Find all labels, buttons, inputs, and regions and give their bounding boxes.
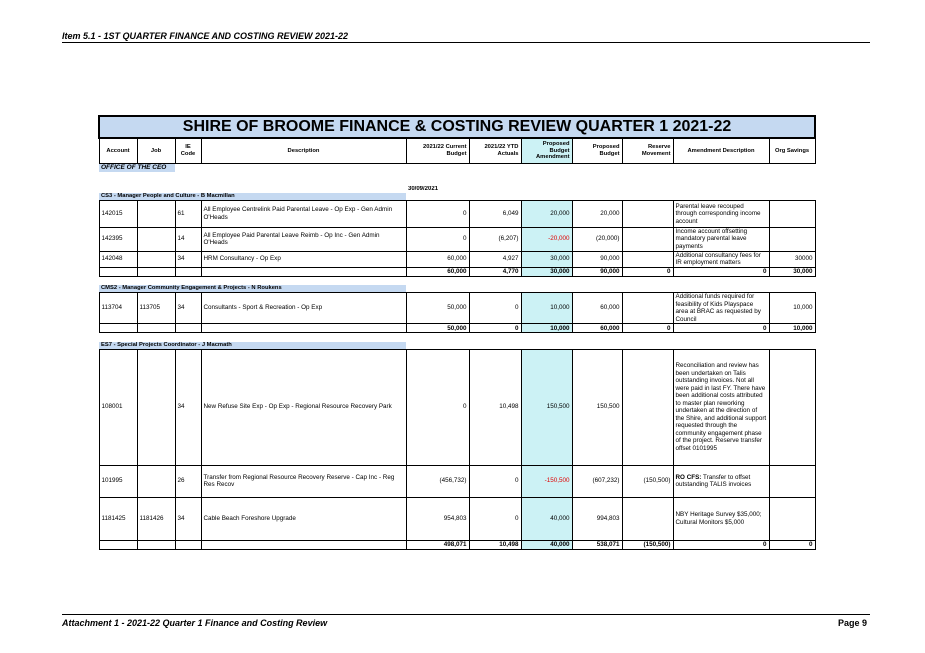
- footer-attachment: Attachment 1 - 2021-22 Quarter 1 Finance and Costing Review: [62, 618, 328, 628]
- current-budget-cell: 50,000: [406, 293, 469, 324]
- col-reserve-movement: Reserve Movement: [622, 138, 673, 164]
- col-account: Account: [99, 138, 137, 164]
- total-reserve-movement: (150,500): [622, 540, 673, 549]
- proposed-amendment-cell: 30,000: [521, 251, 572, 267]
- table-row: [99, 497, 815, 540]
- amendment-description-cell: [673, 200, 769, 227]
- current-budget-cell: 60,000: [406, 251, 469, 267]
- account-cell: 108001: [99, 349, 137, 465]
- current-budget-cell: 954,803: [406, 497, 469, 540]
- ie-code-cell: 34: [175, 349, 201, 465]
- proposed-amendment-cell: -150,500: [521, 465, 572, 497]
- description-cell: Cable Beach Foreshore Upgrade: [201, 497, 406, 540]
- total-proposed-amendment: 30,000: [521, 267, 572, 276]
- total-amendment-description: 0: [673, 540, 769, 549]
- description-cell: All Employee Paid Parental Leave Reimb - Op Inc - Gen Admin O'Heads: [201, 227, 406, 251]
- amendment-description-cell: [673, 293, 769, 324]
- col-proposed-amendment: Proposed Budget Amendment: [521, 138, 572, 164]
- col-org-savings: Org Savings: [769, 138, 815, 164]
- amendment-description-text: Reconciliation and review has been undertaken on Talis outstanding invoices. Not all were paid in last FY. There have been additional costs attributed to master plan reworking undertaken at the direction of the Shire, and additional support requested through the community engagement phase of the project. Reserve transfer offset 0101995: [675, 361, 767, 452]
- ytd-actuals-cell: 6,049: [469, 200, 521, 227]
- job-cell: [137, 465, 175, 497]
- account-cell: 113704: [99, 293, 137, 324]
- col-amendment-description: Amendment Description: [673, 138, 769, 164]
- ytd-actuals-cell: (6,207): [469, 227, 521, 251]
- amendment-description-cell: [673, 227, 769, 251]
- groups-body: [99, 193, 815, 549]
- org-savings-cell: [769, 349, 815, 465]
- table-row: [99, 293, 815, 324]
- group-name: CS3 - Manager People and Culture - B Macmillan: [99, 193, 406, 200]
- amendment-description-text: Income account offsetting mandatory parental leave payments: [675, 227, 748, 251]
- total-amendment-description: 0: [673, 324, 769, 333]
- total-amendment-description: 0: [673, 267, 769, 276]
- total-org-savings: 30,000: [769, 267, 815, 276]
- current-budget-cell: (456,732): [406, 465, 469, 497]
- col-current-budget: 2021/22 Current Budget: [406, 138, 469, 164]
- group-header-row: [99, 342, 815, 349]
- job-cell: 113705: [137, 293, 175, 324]
- group-total-row: [99, 540, 815, 549]
- amendment-description-text: Transfer to offset outstanding TALIS invoices: [675, 473, 752, 489]
- total-org-savings: 10,000: [769, 324, 815, 333]
- proposed-budget-cell: 20,000: [572, 200, 622, 227]
- org-savings-cell: 10,000: [769, 293, 815, 324]
- reserve-movement-cell: [622, 349, 673, 465]
- group-header-row: [99, 193, 815, 200]
- footer-rule: [62, 614, 870, 615]
- amendment-description-text: Parental leave recouped through corresponding income account: [675, 202, 761, 225]
- current-budget-cell: 0: [406, 200, 469, 227]
- proposed-amendment-cell: 10,000: [521, 293, 572, 324]
- ytd-actuals-cell: 4,927: [469, 251, 521, 267]
- org-savings-cell: [769, 227, 815, 251]
- amendment-description-text: Additional consultancy fees for IR employment matters: [675, 251, 761, 267]
- job-cell: [137, 200, 175, 227]
- org-savings-cell: [769, 497, 815, 540]
- total-proposed-budget: 538,071: [572, 540, 622, 549]
- ytd-actuals-cell: 0: [469, 497, 521, 540]
- description-cell: Consultants - Sport & Recreation - Op Exp: [201, 293, 406, 324]
- ie-code-cell: 34: [175, 497, 201, 540]
- proposed-budget-cell: (607,232): [572, 465, 622, 497]
- total-reserve-movement: 0: [622, 324, 673, 333]
- col-description: Description: [201, 138, 406, 164]
- proposed-budget-cell: (20,000): [572, 227, 622, 251]
- col-proposed-budget: Proposed Budget: [572, 138, 622, 164]
- ie-code-cell: 34: [175, 293, 201, 324]
- ytd-actuals-cell: 0: [469, 465, 521, 497]
- proposed-budget-cell: 90,000: [572, 251, 622, 267]
- proposed-budget-cell: 994,803: [572, 497, 622, 540]
- section-title: OFFICE OF THE CEO: [99, 164, 175, 172]
- table-row: [99, 251, 815, 267]
- description-cell: New Refuse Site Exp - Op Exp - Regional Resource Recovery Park: [201, 349, 406, 465]
- total-ytd-actuals: 10,498: [469, 540, 521, 549]
- group-name: ES7 - Special Projects Coordinator - J Macmath: [99, 342, 406, 349]
- finance-review-table: [98, 115, 816, 550]
- proposed-amendment-cell: 20,000: [521, 200, 572, 227]
- org-savings-cell: [769, 465, 815, 497]
- group-total-row: [99, 324, 815, 333]
- description-cell: Transfer from Regional Resource Recovery Reserve - Cap Inc - Reg Res Recov: [201, 465, 406, 497]
- reserve-movement-cell: [622, 293, 673, 324]
- group-total-row: [99, 267, 815, 276]
- ytd-actuals-cell: 0: [469, 293, 521, 324]
- account-cell: 142395: [99, 227, 137, 251]
- total-current-budget: 50,000: [406, 324, 469, 333]
- report-date: 30/09/2021: [408, 185, 439, 192]
- table-row: [99, 200, 815, 227]
- amendment-description-text: NBY Heritage Survey $35,000; Cultural Monitors $5,000: [675, 511, 762, 526]
- report-title: SHIRE OF BROOME FINANCE & COSTING REVIEW QUARTER 1 2021-22: [99, 116, 815, 138]
- proposed-amendment-cell: 40,000: [521, 497, 572, 540]
- proposed-amendment-cell: -20,000: [521, 227, 572, 251]
- reserve-movement-cell: [622, 227, 673, 251]
- ytd-actuals-cell: 10,498: [469, 349, 521, 465]
- ie-code-cell: 61: [175, 200, 201, 227]
- proposed-budget-cell: 60,000: [572, 293, 622, 324]
- column-header-row: [99, 138, 815, 164]
- proposed-amendment-cell: 150,500: [521, 349, 572, 465]
- account-cell: 1181425: [99, 497, 137, 540]
- group-name: CMS2 - Manager Community Engagement & Projects - N Roukens: [99, 285, 406, 292]
- total-proposed-budget: 60,000: [572, 324, 622, 333]
- reserve-movement-cell: [622, 251, 673, 267]
- current-budget-cell: 0: [406, 227, 469, 251]
- table-row: [99, 227, 815, 251]
- job-cell: [137, 227, 175, 251]
- group-header-row: [99, 285, 815, 292]
- total-proposed-amendment: 10,000: [521, 324, 572, 333]
- amendment-description-cell: [673, 465, 769, 497]
- total-reserve-movement: 0: [622, 267, 673, 276]
- proposed-budget-cell: 150,500: [572, 349, 622, 465]
- description-cell: HRM Consultancy - Op Exp: [201, 251, 406, 267]
- col-job: Job: [137, 138, 175, 164]
- total-proposed-amendment: 40,000: [521, 540, 572, 549]
- description-cell: All Employee Centrelink Paid Parental Leave - Op Exp - Gen Admin O'Heads: [201, 200, 406, 227]
- table-row: [99, 465, 815, 497]
- page-header: Item 5.1 - 1ST QUARTER FINANCE AND COSTING REVIEW 2021-22: [62, 31, 349, 41]
- total-ytd-actuals: 4,770: [469, 267, 521, 276]
- header-rule: [62, 42, 870, 43]
- job-cell: [137, 349, 175, 465]
- reserve-movement-cell: (150,500): [622, 465, 673, 497]
- col-ytd-actuals: 2021/22 YTD Actuals: [469, 138, 521, 164]
- total-current-budget: 60,000: [406, 267, 469, 276]
- org-savings-cell: 30000: [769, 251, 815, 267]
- amendment-description-cell: [673, 251, 769, 267]
- reserve-movement-cell: [622, 200, 673, 227]
- table-row: [99, 349, 815, 465]
- amendment-description-prefix: RO CFS:: [675, 473, 702, 481]
- reserve-movement-cell: [622, 497, 673, 540]
- job-cell: 1181426: [137, 497, 175, 540]
- account-cell: 142048: [99, 251, 137, 267]
- org-savings-cell: [769, 200, 815, 227]
- job-cell: [137, 251, 175, 267]
- amendment-description-text: Additional funds required for feasibility of Kids Playspace area at BRAC as requested by Council: [675, 293, 761, 323]
- total-current-budget: 498,071: [406, 540, 469, 549]
- amendment-description-cell: [673, 349, 769, 465]
- total-proposed-budget: 90,000: [572, 267, 622, 276]
- col-ie-code: IE Code: [175, 138, 201, 164]
- page-number: Page 9: [837, 618, 867, 628]
- ie-code-cell: 26: [175, 465, 201, 497]
- total-org-savings: 0: [769, 540, 815, 549]
- account-cell: 142015: [99, 200, 137, 227]
- account-cell: 101995: [99, 465, 137, 497]
- current-budget-cell: 0: [406, 349, 469, 465]
- amendment-description-cell: [673, 497, 769, 540]
- ie-code-cell: 34: [175, 251, 201, 267]
- total-ytd-actuals: 0: [469, 324, 521, 333]
- ie-code-cell: 14: [175, 227, 201, 251]
